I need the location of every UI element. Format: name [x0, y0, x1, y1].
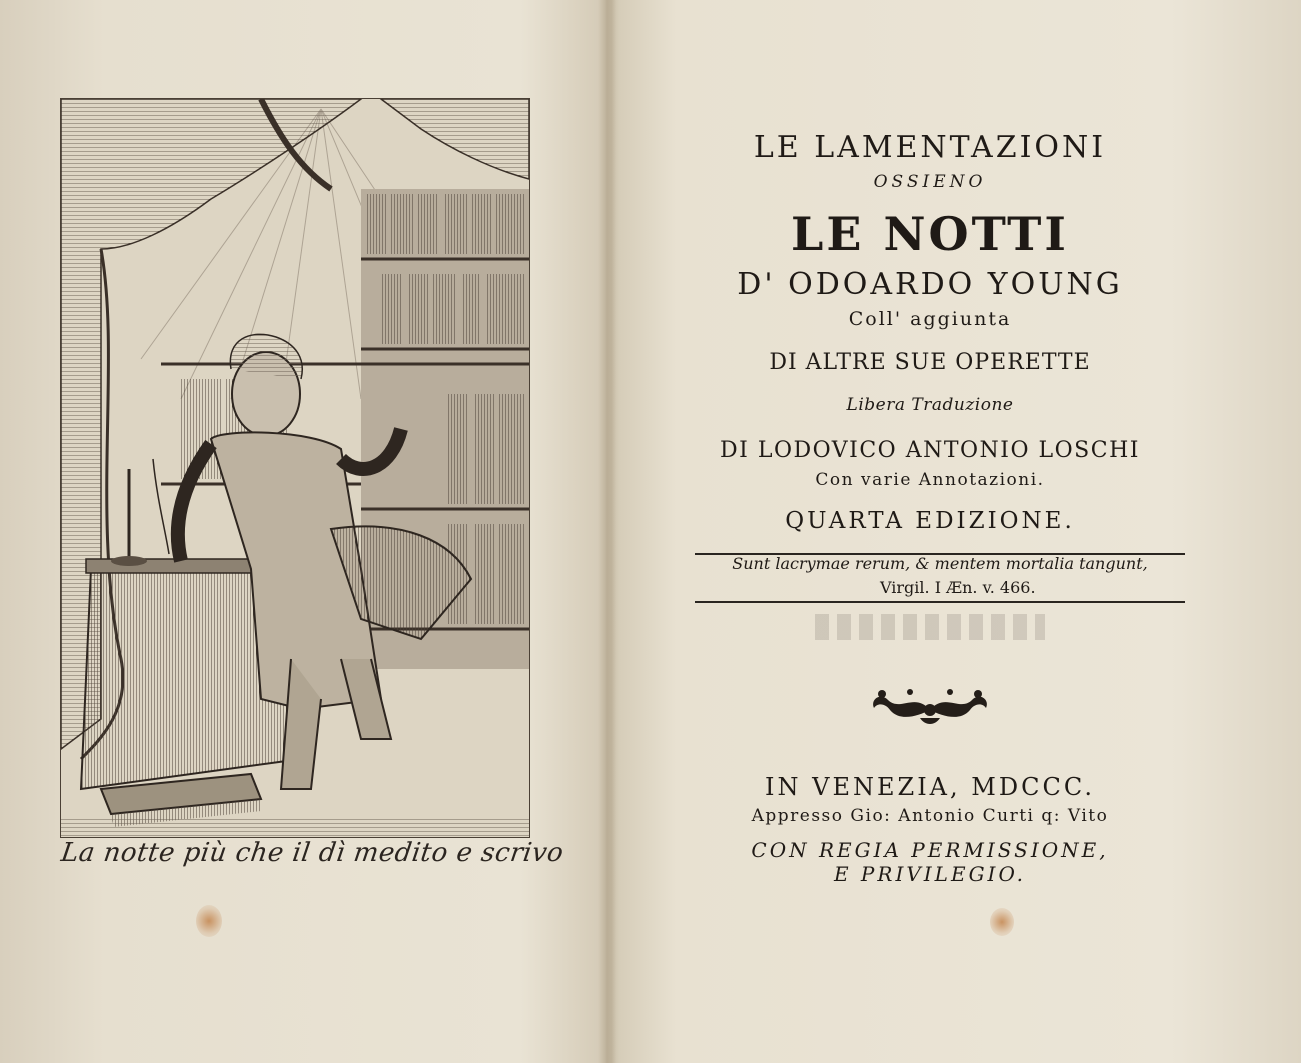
- frontispiece-caption: La notte più che il dì medito e scrivo: [59, 838, 566, 868]
- engraving-illustration: [61, 99, 529, 837]
- faded-stamp: [815, 614, 1045, 640]
- foxing-stain: [196, 905, 222, 937]
- imprint-license: CON REGIA PERMISSIONE,: [751, 838, 1109, 862]
- epigraph-text: Sunt lacrymae rerum, & mentem mortalia tangunt,: [732, 554, 1148, 573]
- epigraph-source: Virgil. I Æn. v. 466.: [880, 578, 1036, 597]
- imprint-printer: Appresso Gio: Antonio Curti q: Vito: [751, 806, 1109, 826]
- subtitle-aggiunta: Coll' aggiunta: [848, 308, 1012, 330]
- epigraph-rule-bottom: [695, 601, 1185, 603]
- edition-line: QUARTA EDIZIONE.: [785, 508, 1075, 534]
- author-line: D' ODOARDO YOUNG: [737, 267, 1123, 302]
- foxing-stain: [990, 908, 1014, 936]
- printers-ornament-icon: [860, 682, 1000, 726]
- subtitle-operette: DI ALTRE SUE OPERETTE: [769, 350, 1091, 375]
- annotations-note: Con varie Annotazioni.: [815, 470, 1045, 490]
- frontispiece-engraving: [60, 98, 530, 838]
- translator-name: DI LODOVICO ANTONIO LOSCHI: [720, 438, 1140, 463]
- imprint-place: IN VENEZIA, MDCCC.: [765, 773, 1095, 801]
- title-line-lamentazioni: LE LAMENTAZIONI: [753, 130, 1107, 165]
- title-line-ossieno: OSSIENO: [873, 172, 987, 192]
- book-gutter: [598, 0, 616, 1063]
- imprint-privilege: E PRIVILEGIO.: [833, 862, 1027, 886]
- translation-note: Libera Traduzione: [846, 395, 1014, 415]
- title-page: [650, 0, 1210, 1063]
- main-title: LE NOTTI: [791, 207, 1069, 261]
